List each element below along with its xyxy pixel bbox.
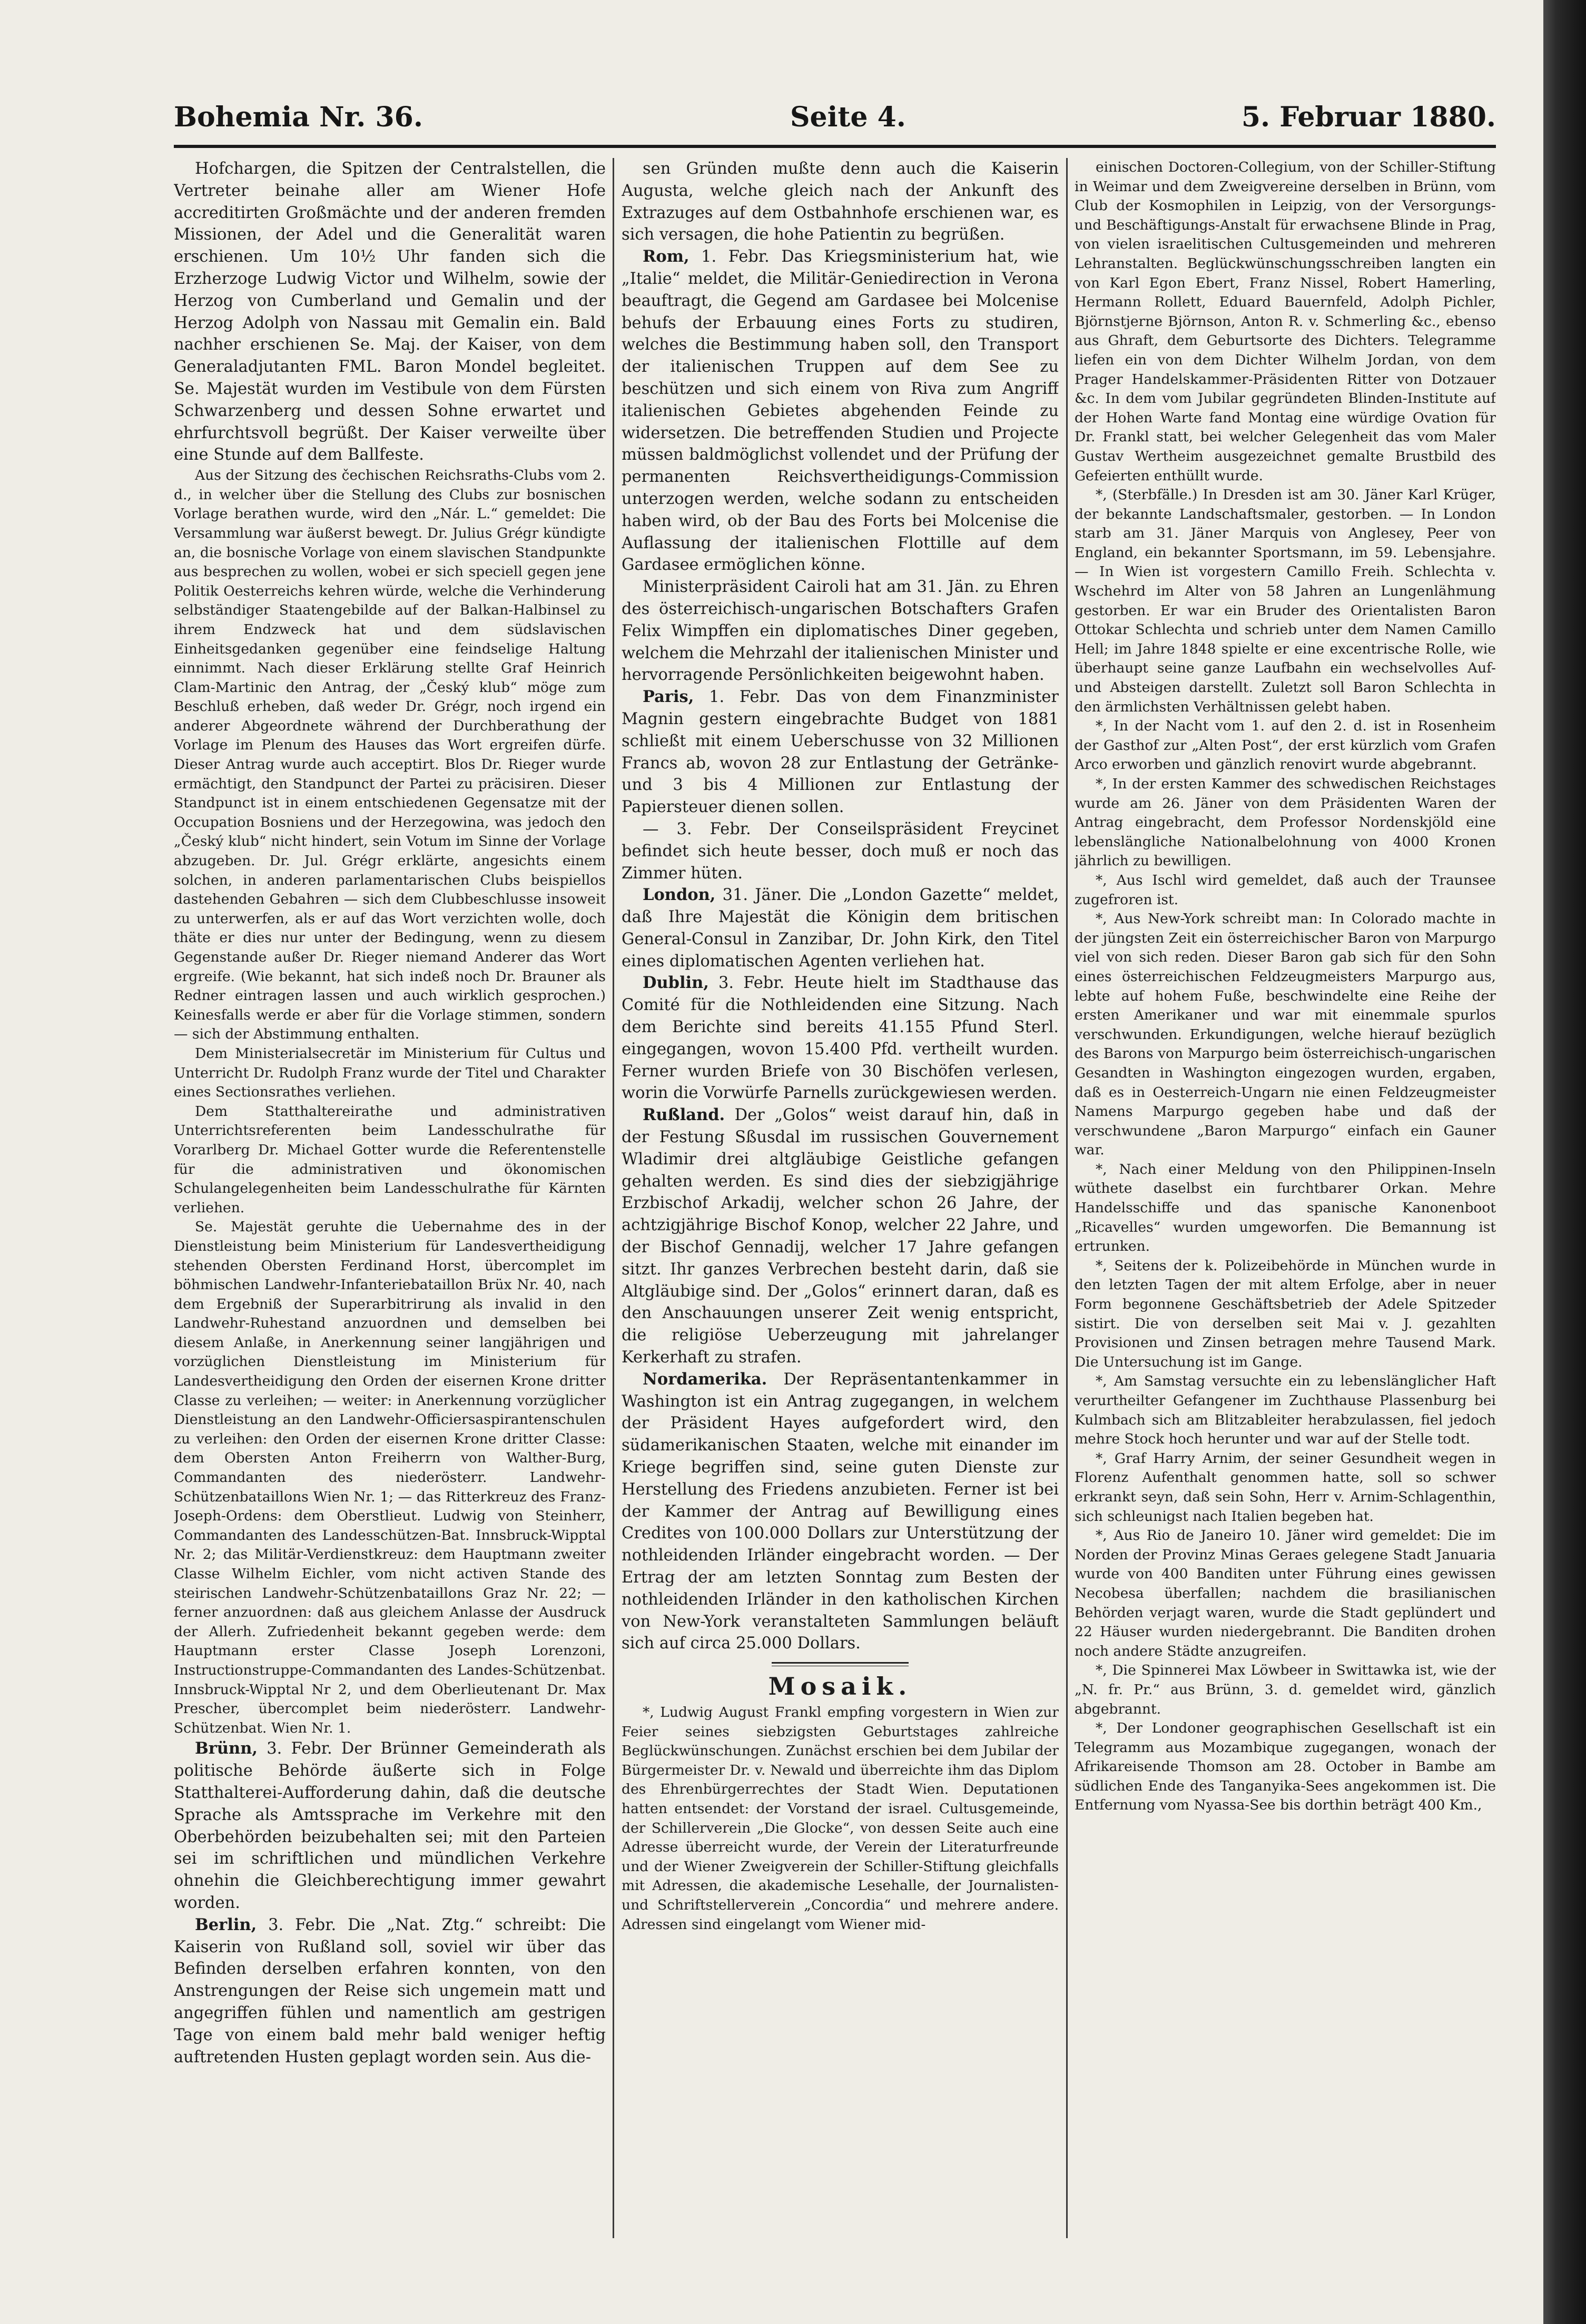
section-heading: Mosaik. <box>768 1672 912 1701</box>
paragraph-text: 3. Febr. Der Brünner Gemeinderath als politische Behörde äußerte sich in Folge Statthalterei-Aufforderung dahin, daß die deutsche Sprache als Amtssprache im Verkehre mit den Oberbehörden beizubehalten sei; mit den Parteien sei im schriftlichen und mündlichen Verkehre ohnehin die Gleichberechtigung immer gewahrt worden. <box>174 1739 606 1912</box>
article-paragraph <box>1075 717 1496 775</box>
article-paragraph <box>1075 1661 1496 1719</box>
paragraph-text: *, Ludwig August Frankl empfing vorgestern in Wien zur Feier seines siebzigsten Geburtstages zahlreiche Beglückwünschungen. Zunächst erschien bei dem Jubilar der Bürgermeister Dr. v. Newald und überreichte ihm das Diplom des Ehrenbürgerrechtes der Stadt Wien. Deputationen hatten entsendet: der Vorstand der israel. Cultusgemeinde, der Schillerverein „Die Glocke“, von dessen Seite auch eine Adresse überreicht wurde, der Verein der Literaturfreunde und der Wiener Zweigverein der Schiller-Stiftung gleichfalls mit Adressen, die akademische Lesehalle, der Journalisten- und Schriftstellerverein „Concordia“ und mehrere andere. Adressen sind eingelangt vom Wiener mid- <box>622 1704 1059 1933</box>
article-paragraph <box>622 818 1059 884</box>
dateline: Nordamerika. <box>643 1369 767 1389</box>
paragraph-text: Se. Majestät geruhte die Uebernahme des in der Dienstleistung beim Ministerium für Landesvertheidigung stehenden Obersten Ferdinand Horst, übercomplet im böhmischen Landwehr-Infanteriebataillon Brüx Nr. 40, nach dem Ergebniß der Superarbitrirung als invalid in den Landwehr-Ruhestand anzuordnen und demselben bei diesem Anlaße, in Anerkennung seiner langjährigen und vorzüglichen Dienstleistung im Ministerium für Landesvertheidigung den Orden der eisernen Krone dritter Classe zu verleihen; — weiter: in Anerkennung vorzüglicher Dienstleistung an den Landwehr-Officiersaspirantenschulen zu verleihen: den Orden der eisernen Krone dritter Classe: dem Obersten Anton Freiherrn von Walther-Burg, Commandanten des niederösterr. Landwehr-Schützenbataillons Wien Nr. 1; — das Ritterkreuz des Franz-Joseph-Ordens: dem Oberstlieut. Ludwig von Steinherr, Commandanten des Landesschützen-Bat. Innsbruck-Wipptal Nr. 2; das Militär-Verdienstkreuz: dem Hauptmann zweiter Classe Wilhelm Eichler, vom nicht activen Stande des steirischen Landwehr-Schützenbataillons Graz Nr. 22; — ferner anzuordnen: daß aus gleichem Anlasse der Ausdruck der Allerh. Zufriedenheit bekannt gegeben werde: dem Hauptmann erster Classe Joseph Lorenzoni, Instructionstruppe-Commandanten des Landes-Schützenbat. Innsbruck-Wipptal Nr 2, und dem Oberlieutenant Dr. Max Prescher, übercomplet beim niederösterr. Landwehr-Schützenbat. Wien Nr. 1. <box>174 1219 606 1736</box>
page-header <box>174 101 1496 143</box>
header-rule <box>174 145 1496 148</box>
column-2 <box>622 158 1059 2238</box>
paragraph-text: Aus der Sitzung des čechischen Reichsraths-Clubs vom 2. d., in welcher über die Stellung des Clubs zur bosnischen Vorlage berathen wurde, wird den „Nár. L.“ gemeldet: Die Versammlung war äußerst bewegt. Dr. Julius Grégr kündigte an, die bosnische Vorlage von einem slavischen Standpunkte aus besprechen zu wollen, wobei er sich speciell gegen jene Politik Oesterreichs kehren würde, welche die Verhinderung selbständiger Staatengebilde auf der Balkan-Halbinsel zu ihrem Endzweck hat und dem südslavischen Einheitsgedanken gegenüber eine feindselige Haltung einnimmt. Nach dieser Erklärung stellte Graf Heinrich Clam-Martinic den Antrag, der „Český klub“ möge zum Beschluß erheben, daß weder Dr. Grégr, noch irgend ein anderer Abgeordnete während der Durchberathung der Vorlage im Plenum des Hauses das Wort ergreifen dürfe. Dieser Antrag wurde auch acceptirt. Blos Dr. Rieger wurde ermächtigt, den Standpunct der Partei zu präcisiren. Dieser Standpunct ist in einem entschiedenen Gegensatze mit der Occupation Bosniens und der Herzegowina, was jedoch den „Český klub“ nicht hindert, sein Votum im Sinne der Vorlage abzugeben. Dr. Jul. Grégr erklärte, angesichts einem solchen, in anderen parlamentarischen Clubs beispiellos dastehenden Gebahren — sich dem Clubbeschlusse insoweit zu unterwerfen, als er auf das Wort verzichten wolle, doch thäte er dies nur unter der Bedingung, wenn zu diesem Gegenstande außer Dr. Rieger niemand Anderer das Wort ergreife. (Wie bekannt, hat sich indeß noch Dr. Brauner als Redner eintragen lassen und auch wirklich gesprochen.) Keinesfalls werde er aber für die Vorlage stimmen, sondern — sich der Abstimmung enthalten. <box>174 467 606 1043</box>
article-paragraph <box>622 1703 1059 1934</box>
dateline: Paris, <box>643 687 694 707</box>
paragraph-text: 3. Febr. Heute hielt im Stadthause das Comité für die Nothleidenden eine Sitzung. Nach dem Berichte sind bereits 41.155 Pfund Sterl. eingegangen, wovon 15.400 Pfd. vertheilt wurden. Ferner wurden Briefe von 30 Bischöfen verlesen, worin die Vorwürfe Parnells zurückgewiesen werden. <box>622 974 1059 1103</box>
paragraph-text: *, Am Samstag versuchte ein zu lebenslänglicher Haft verurtheilter Gefangener im Zuchthause Plassenburg bei Kulmbach sich am Blitzableiter herabzulassen, fiel jedoch mehre Stock hoch herunter und war auf der Stelle todt. <box>1075 1373 1496 1448</box>
header-date: 5. Februar 1880. <box>1241 101 1496 133</box>
dateline: Dublin, <box>643 973 709 993</box>
paragraph-text: Dem Statthaltereirathe und administrativen Unterrichtsreferenten beim Landesschulrathe für Vorarlberg Dr. Michael Gotter wurde die Referentenstelle für die administrativen und ökonomischen Schulangelegenheiten beim Landesschulrathe für Kärnten verliehen. <box>174 1103 606 1216</box>
article-paragraph <box>622 972 1059 1104</box>
paragraph-text: 3. Febr. Die „Nat. Ztg.“ schreibt: Die Kaiserin von Rußland soll, soviel wir über das Befinden derselben erfahren konnten, von den Anstrengungen der Reise sich ungemein matt und angegriffen fühlen und namentlich am gestrigen Tage von einem bald mehr bald weniger heftig auftretenden Husten geplagt worden sein. Aus die- <box>174 1915 606 2066</box>
paragraph-text: 1. Febr. Das von dem Finanzminister Magnin gestern eingebrachte Budget von 1881 schließt mit einem Ueberschusse von 32 Millionen Francs ab, wovon 28 zur Entlastung der Getränke- und 3 bis 4 Millionen zur Entlastung der Papiersteuer dienen sollen. <box>622 688 1059 817</box>
article-paragraph <box>174 1218 606 1738</box>
paragraph-text: *, In der ersten Kammer des schwedischen Reichstages wurde am 26. Jäner von dem Präsidenten Waren der Antrag eingebracht, dem Professor Nordenskjöld eine lebenslängliche Nationalbelohnung von 4000 Kronen jährlich zu bewilligen. <box>1075 776 1496 869</box>
dateline: London, <box>643 885 716 905</box>
dateline: Rußland. <box>643 1105 725 1125</box>
page-edge-shadow <box>1543 0 1586 2324</box>
paragraph-text: Der Repräsentantenkammer in Washington ist ein Antrag zugegangen, in welchem der Präsident Hayes aufgefordert wird, den südamerikanischen Staaten, welche mit einander im Kriege begriffen sind, seine guten Dienste zur Herstellung des Friedens anzubieten. Ferner ist bei der Kammer der Antrag auf Bewilligung eines Credites von 100.000 Dollars zur Unterstützung der nothleidenden Irländer eingebracht worden. — Der Ertrag der am letzten Sonntag zum Besten der nothleidenden Irländer in den katholischen Kirchen von New-York veranstalteten Sammlungen beläuft sich auf circa 25.000 Dollars. <box>622 1370 1059 1653</box>
article-paragraph <box>1075 909 1496 1160</box>
article-paragraph <box>174 1914 606 2069</box>
article-paragraph <box>1075 1719 1496 1815</box>
article-paragraph <box>1075 871 1496 909</box>
dateline: Brünn, <box>195 1739 258 1758</box>
paragraph-text: *, In der Nacht vom 1. auf den 2. d. ist in Rosenheim der Gasthof zur „Alten Post“, der erst kürzlich vom Grafen Arco erworben und gänzlich renovirt wurde abgebrannt. <box>1075 718 1496 773</box>
paragraph-text: *, Graf Harry Arnim, der seiner Gesundheit wegen in Florenz Aufenthalt genommen hatte, soll so schwer erkrankt seyn, daß sein Sohn, Herr v. Arnim-Schlagenthin, sich schleunigst nach Italien begeben hat. <box>1075 1450 1496 1525</box>
header-page-number: Seite 4. <box>790 101 906 133</box>
article-paragraph <box>174 1738 606 1914</box>
paragraph-text: 1. Febr. Das Kriegsministerium hat, wie „Italie“ meldet, die Militär-Geniedirection in Verona beauftragt, die Gegend am Gardasee bei Molcenise behufs der Erbauung eines Forts zu studiren, welches die Bestimmung haben soll, den Transport der italienischen Truppen auf dem See zu beschützen und sich einem von Riva zum Angriff italienischen Gebietes abgehenden Feinde zu widersetzen. Die betreffenden Studien und Projecte müssen baldmöglichst vollendet und der Prüfung der permanenten Reichsvertheidigungs-Commission unterzogen werden, welche sodann zu entscheiden haben wird, ob der Bau des Forts bei Molcenise die Auflassung der italienischen Flottille auf dem Gardasee ermöglichen könne. <box>622 248 1059 575</box>
section-ornament <box>772 1662 909 1666</box>
article-paragraph <box>622 1104 1059 1369</box>
paragraph-text: sen Gründen mußte denn auch die Kaiserin Augusta, welche gleich nach der Ankunft des Extrazuges auf dem Ostbahnhofe erschienen war, es sich versagen, die hohe Patientin zu begrüßen. <box>622 160 1059 244</box>
article-paragraph <box>174 158 606 466</box>
dateline: Rom, <box>643 247 689 266</box>
column-divider <box>1066 158 1068 2238</box>
article-paragraph <box>1075 775 1496 871</box>
paragraph-text: *, Nach einer Meldung von den Philippinen-Inseln wüthete daselbst ein furchtbarer Orkan. Mehre Handelsschiffe und das spanische Kanonenboot „Ricavelles“ wurden umgeworfen. Die Bemannung ist ertrunken. <box>1075 1161 1496 1255</box>
header-issue: Bohemia Nr. 36. <box>174 101 423 133</box>
paragraph-text: *, Aus Rio de Janeiro 10. Jäner wird gemeldet: Die im Norden der Provinz Minas Geraes gelegene Stadt Januaria wurde von 400 Banditen unter Führung eines gewissen Necobesa überfallen; nachdem die brasilianischen Behörden verjagt waren, wurde die Stadt geplündert und 22 Häuser wurden niedergebrannt. Die Banditen drohen noch andere Städte anzugreifen. <box>1075 1527 1496 1659</box>
column-divider <box>613 158 614 2238</box>
dateline: Berlin, <box>195 1915 257 1934</box>
column-3 <box>1075 158 1496 2238</box>
paragraph-text: *, Seitens der k. Polizeibehörde in München wurde in den letzten Tagen der mit altem Erfolge, aber in neuer Form begonnene Geschäftsbetrieb der Adele Spitzeder sistirt. Die von derselben seit Mai v. J. gezahlten Provisionen und Zinsen betragen mehre Tausend Mark. Die Untersuchung ist im Gange. <box>1075 1257 1496 1370</box>
article-paragraph <box>1075 1526 1496 1661</box>
paragraph-text: Der „Golos“ weist darauf hin, daß in der Festung Sßusdal im russischen Gouvernement Wladimir drei altgläubige Geistliche gefangen gehalten werden. Es sind dies der siebzigjährige Erzbischof Arkadij, welcher schon 26 Jahre, der achtzigjährige Bischof Konop, welcher 22 Jahre, und der Bischof Gennadij, welcher 17 Jahre gefangen sitzt. Ihr ganzes Verbrechen besteht darin, daß sie Altgläubige sind. Der „Golos“ erinnert daran, daß es den Anschauungen unserer Zeit wenig entspricht, die religiöse Ueberzeugung mit jahrelanger Kerkerhaft zu strafen. <box>622 1106 1059 1367</box>
paragraph-text: *, Aus New-York schreibt man: In Colorado machte in der jüngsten Zeit ein österreichischer Baron von Marpurgo viel von sich reden. Dieser Baron gab sich für den Sohn eines österreichischen Feldzeugmeisters Marpurgo aus, lebte auf hohem Fuße, beschwindelte eine Reihe der ersten Amerikaner und war mit einemmale spurlos verschwunden. Erkundigungen, welche hierauf bezüglich des Barons von Marpurgo beim österreichisch-ungarischen Gesandten in Washington eingezogen wurden, ergaben, daß es in Oesterreich-Ungarn nie einen Feldzeugmeister Namens Marpurgo gegeben habe und daß der verschwundene „Baron Marpurgo“ einfach ein Gauner war. <box>1075 911 1496 1159</box>
article-paragraph <box>622 884 1059 972</box>
column-1 <box>174 158 606 2238</box>
article-paragraph <box>174 1102 606 1218</box>
paragraph-text: Ministerpräsident Cairoli hat am 31. Jän. zu Ehren des österreichisch-ungarischen Botschafters Grafen Felix Wimpffen ein diplomatisches Diner gegeben, welchem die Mehrzahl der italienischen Minister und hervorragende Persönlichkeiten beigewohnt haben. <box>622 578 1059 685</box>
article-paragraph <box>1075 1449 1496 1526</box>
article-paragraph <box>622 686 1059 818</box>
paragraph-text: *, Die Spinnerei Max Löwbeer in Swittawka ist, wie der „N. fr. Pr.“ aus Brünn, 3. d. gemeldet wird, gänzlich abgebrannt. <box>1075 1662 1496 1717</box>
article-paragraph <box>1075 486 1496 717</box>
paragraph-text: — 3. Febr. Der Conseilspräsident Freycinet befindet sich heute besser, doch muß er noch das Zimmer hüten. <box>622 819 1059 883</box>
article-paragraph <box>622 576 1059 686</box>
paragraph-text: Hofchargen, die Spitzen der Centralstellen, die Vertreter beinahe aller am Wiener Hofe accreditirten Großmächte und der anderen fremden Missionen, der Adel und die Generalität waren erschienen. Um 10½ Uhr fanden sich die Erzherzoge Ludwig Victor und Wilhelm, sowie der Herzog von Cumberland und Gemalin und der Herzog Adolph von Nassau mit Gemalin ein. Bald nachher erschienen Se. Maj. der Kaiser, von dem Generaladjutanten FML. Baron Mondel begleitet. Se. Majestät wurden im Vestibule von dem Fürsten Schwarzenberg und dessen Sohne erwartet und ehrfurchtsvoll begrüßt. Der Kaiser verweilte über eine Stunde auf dem Ballfeste. <box>174 160 606 464</box>
paragraph-text: *, (Sterbfälle.) In Dresden ist am 30. Jäner Karl Krüger, der bekannte Landschaftsmaler, gestorben. — In London starb am 31. Jäner Marquis von Anglesey, Peer von England, ein bekannter Sportsmann, im 59. Lebensjahre. — In Wien ist vorgestern Camillo Freih. Schlechta v. Wschehrd im Alter von 58 Jahren an Lungenlähmung gestorben. Er war ein Bruder des Orientalisten Baron Ottokar Schlechta und schrieb unter dem Namen Camillo Hell; im Jahre 1848 spielte er eine excentrische Rolle, wie überhaupt seine ganze Laufbahn ein wechselvolles Auf- und Absteigen darstellt. Zuletzt soll Baron Schlechta in den ärmlichsten Verhältnissen gelebt haben. <box>1075 487 1496 715</box>
article-paragraph <box>1075 1160 1496 1257</box>
article-paragraph <box>174 466 606 1044</box>
paragraph-text: *, Aus Ischl wird gemeldet, daß auch der Traunsee zugefroren ist. <box>1075 872 1496 908</box>
paragraph-text: *, Der Londoner geographischen Gesellschaft ist ein Telegramm aus Mozambique zugegangen, wonach der Afrikareisende Thomson am 28. October in Bambe am südlichen Ende des Tanganyika-Sees angekommen ist. Die Entfernung vom Nyassa-See bis dorthin beträgt 400 Km., <box>1075 1720 1496 1814</box>
article-paragraph <box>622 246 1059 576</box>
paragraph-text: einischen Doctoren-Collegium, von der Schiller-Stiftung in Weimar und dem Zweigvereine derselben in Brünn, vom Club der Kosmophilen in Leipzig, von der Versorgungs- und Beschäftigungs-Anstalt für erwachsene Blinde in Prag, von vielen israelitischen Cultusgemeinden und mehreren Lehranstalten. Beglückwünschungsschreiben langten ein von Karl Egon Ebert, Franz Nissel, Robert Hamerling, Hermann Rollett, Eduard Bauernfeld, Adolph Pichler, Björnstjerne Björnson, Anton R. v. Schmerling &c., ebenso aus Ghraft, dem Geburtsorte des Dichters. Telegramme liefen ein von dem Dichter Wilhelm Jordan, von dem Prager Handelskammer-Präsidenten Ritter von Dotzauer &c. In dem vom Jubilar gegründeten Blinden-Institute auf der Hohen Warte fand Montag eine würdige Ovation für Dr. Frankl statt, bei welcher Gelegenheit das vom Maler Gustav Wertheim ausgezeichnet gemalte Brustbild des Gefeierten enthüllt wurde. <box>1075 159 1496 484</box>
article-paragraph <box>1075 1257 1496 1372</box>
article-paragraph <box>174 1044 606 1102</box>
article-paragraph <box>1075 158 1496 486</box>
article-paragraph <box>622 158 1059 246</box>
paragraph-text: Dem Ministerialsecretär im Ministerium für Cultus und Unterricht Dr. Rudolph Franz wurde der Titel und Charakter eines Sectionsrathes verliehen. <box>174 1045 606 1101</box>
paragraph-text: 31. Jäner. Die „London Gazette“ meldet, daß Ihre Majestät die Königin dem britischen General-Consul in Zanzibar, Dr. John Kirk, den Titel eines diplomatischen Agenten verliehen hat. <box>622 886 1059 971</box>
article-paragraph <box>1075 1372 1496 1449</box>
article-paragraph <box>622 1369 1059 1655</box>
